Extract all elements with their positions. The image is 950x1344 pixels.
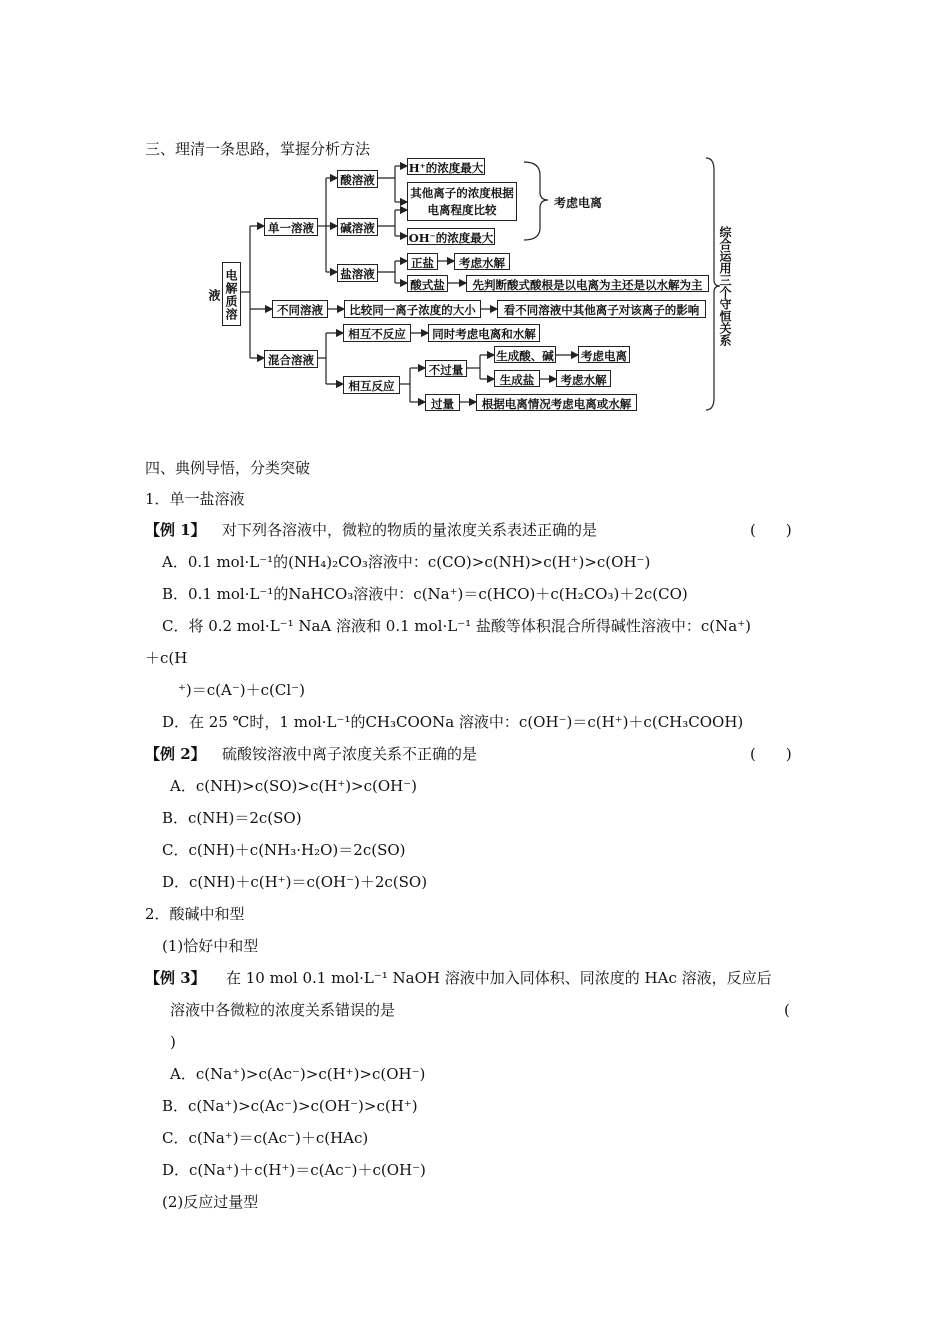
node-normal-salt: 正盐 [407,253,438,270]
example1-option-a: A．0.1 mol·L⁻¹的(NH₄)₂CO₃溶液中：c(CO)>c(NH)>c(H⁺)>c(OH⁻) [162,553,651,571]
label-side-conservation: 综合运用三个守恒关系 [718,226,732,346]
example1-option-d: D．在 25 ℃时，1 mol·L⁻¹的CH₃COONa 溶液中：c(OH⁻)＝c(H⁺)＋c(CH₃COOH) [162,713,744,731]
section3-title: 三、理清一条思路，掌握分析方法 [145,140,371,158]
node-consider-hydrolysis-2: 考虑水解 [556,370,611,387]
example3-label: 【例 3】 [145,969,206,987]
example3-stem-line2: 溶液中各微粒的浓度关系错误的是 [170,1001,396,1019]
node-consider-both: 同时考虑电离和水解 [428,324,540,342]
example2-option-b: B．c(NH)＝2c(SO) [162,809,302,827]
node-react: 相互反应 [343,376,400,394]
subsection-2-2: (2)反应过量型 [162,1193,259,1211]
node-consider-other-effect: 看不同溶液中其他离子对该离子的影响 [497,300,706,318]
example1-option-c-line3: ⁺)＝c(A⁻)＋c(Cl⁻) [178,681,305,699]
example3-paren-close: ) [170,1033,176,1051]
node-single: 单一溶液 [264,218,318,236]
node-other-ions-line1: 其他离子的浓度根据 [410,186,514,200]
subsection-2-title: 2．酸碱中和型 [145,905,245,923]
node-gen-salt: 生成盐 [494,370,540,387]
section4-title: 四、典例导悟，分类突破 [145,459,311,477]
node-different: 不同溶液 [272,300,328,318]
node-mixed: 混合溶液 [264,350,318,368]
example1-label: 【例 1】 [145,521,206,539]
node-not-excess: 不过量 [425,360,467,377]
node-other-ions-line2: 电离程度比较 [427,203,497,217]
node-salt: 盐溶液 [337,264,378,282]
example3-stem-line1: 在 10 mol 0.1 mol·L⁻¹ NaOH 溶液中加入同体积、同浓度的 HAc 溶液，反应后 [226,969,772,987]
example1-stem: 对下列各溶液中，微粒的物质的量浓度关系表述正确的是 [222,521,598,539]
example1-answer-paren: ( ) [750,521,792,539]
label-consider-ionization: 考虑电离 [554,196,603,210]
node-base: 碱溶液 [337,218,378,236]
node-root: 电解质溶液 [222,262,241,326]
example1-option-c-line2: ＋c(H [145,649,188,667]
node-h-max: H⁺的浓度最大 [407,158,485,175]
node-consider-hydrolysis: 考虑水解 [454,253,510,270]
node-by-ionization: 根据电离情况考虑电离或水解 [476,394,637,411]
node-judge-acid-salt: 先判断酸式酸根是以电离为主还是以水解为主 [466,275,709,292]
node-acid: 酸溶液 [337,170,378,188]
example2-option-c: C．c(NH)＋c(NH₃·H₂O)＝2c(SO) [162,841,406,859]
example2-answer-paren: ( ) [750,745,792,763]
node-gen-acid-base: 生成酸、碱 [494,346,556,363]
example1-option-b: B．0.1 mol·L⁻¹的NaHCO₃溶液中：c(Na⁺)＝c(HCO)＋c(H₂CO₃)＋2c(CO) [162,585,688,603]
example2-label: 【例 2】 [145,745,206,763]
node-other-ions [407,182,517,221]
node-consider-ionization-2: 考虑电离 [578,346,630,363]
node-oh-max: OH⁻的浓度最大 [407,228,495,245]
example2-option-d: D．c(NH)＋c(H⁺)＝c(OH⁻)＋2c(SO) [162,873,428,891]
example3-paren-open: ( [784,1001,790,1019]
example3-option-d: D．c(Na⁺)＋c(H⁺)＝c(Ac⁻)＋c(OH⁻) [162,1161,426,1179]
example3-option-c: C．c(Na⁺)＝c(Ac⁻)＋c(HAc) [162,1129,369,1147]
subsection-1-title: 1．单一盐溶液 [145,490,245,508]
example3-option-b: B．c(Na⁺)>c(Ac⁻)>c(OH⁻)>c(H⁺) [162,1097,418,1115]
example3-option-a: A．c(Na⁺)>c(Ac⁻)>c(H⁺)>c(OH⁻) [170,1065,426,1083]
node-acid-salt: 酸式盐 [407,275,448,292]
node-no-reaction: 相互不反应 [343,324,411,342]
example2-option-a: A．c(NH)>c(SO)>c(H⁺)>c(OH⁻) [170,777,418,795]
node-compare-same-ion: 比较同一离子浓度的大小 [344,300,481,318]
example1-option-c-line1: C．将 0.2 mol·L⁻¹ NaA 溶液和 0.1 mol·L⁻¹ 盐酸等体积混合所得碱性溶液中：c(Na⁺) [162,617,751,635]
subsection-2-1: (1)恰好中和型 [162,937,259,955]
node-excess: 过量 [425,394,460,411]
example2-stem: 硫酸铵溶液中离子浓度关系不正确的是 [222,745,478,763]
